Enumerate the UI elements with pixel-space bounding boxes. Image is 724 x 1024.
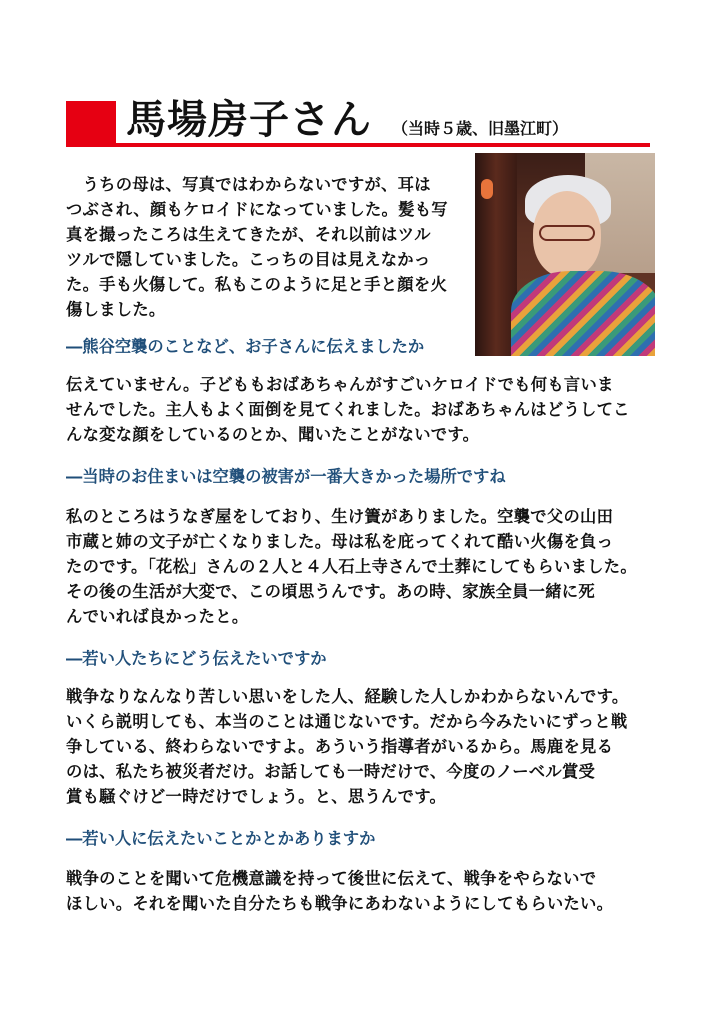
page-subtitle: （当時５歳、旧墨江町） [392,119,569,138]
text-line: 傷しました。 [66,300,166,319]
text-line: せんでした。主人もよく面倒を見てくれました。おばあちゃんはどうしてこ [66,400,630,419]
text-line: 伝えていません。子どももおばあちゃんがすごいケロイドでも何も言いま [66,375,614,394]
text-line: 市蔵と姉の文子が亡くなりました。母は私を庇ってくれて酷い火傷を負っ [66,532,614,551]
portrait-photo [475,153,655,356]
text-line: んな変な顔をしているのとか、聞いたことがないです。 [66,425,480,444]
question-heading: ―熊谷空襲のことなど、お子さんに伝えましたか [66,337,425,356]
title-underline [66,143,650,147]
text-line: 私のところはうなぎ屋をしており、生け簀がありました。空襲で父の山田 [66,507,614,526]
text-line: つぶされ、顔もケロイドになっていました。髪も写 [66,200,448,219]
answer-paragraph [66,866,676,916]
text-line: た。手も火傷して。私もこのように足と手と顔を火 [66,275,448,294]
text-line: その後の生活が大変で、この頃思うんです。あの時、家族全員一緒に死 [66,582,595,601]
title-accent-block [66,101,116,144]
intro-paragraph [66,172,466,322]
answer-paragraph [66,684,676,809]
question-heading: ―当時のお住まいは空襲の被害が一番大きかった場所ですね [66,467,506,486]
text-line: 争している、終わらないですよ。あういう指導者がいるから。馬鹿を見る [66,737,614,756]
text-line: んでいれば良かったと。 [66,607,249,626]
text-line: 戦争のことを聞いて危機意識を持って後世に伝えて、戦争をやらないで [66,869,597,888]
question-heading: ―若い人たちにどう伝えたいですか [66,649,327,668]
answer-paragraph [66,504,676,629]
answer-paragraph [66,372,676,447]
text-line: たのです。「花松」さんの２人と４人石上寺さんで土葬にしてもらいました。 [66,557,637,576]
page-title: 馬場房子さん [126,97,372,143]
text-line: ほしい。それを聞いた自分たちも戦争にあわないようにしてもらいたい。 [66,894,614,913]
text-line: 戦争なりなんなり苦しい思いをした人、経験した人しかわからないんです。 [66,687,629,706]
text-line: ツルで隠していました。こっちの目は見えなかっ [66,250,431,269]
text-line: うちの母は、写真ではわからないですが、耳は [66,175,431,194]
text-line: のは、私たち被災者だけ。お話しても一時だけで、今度のノーベル賞受 [66,762,596,781]
text-line: いくら説明しても、本当のことは通じないです。だから今みたいにずっと戦 [66,712,628,731]
question-heading: ―若い人に伝えたいことかとかありますか [66,829,376,848]
text-line: 真を撮ったころは生えてきたが、それ以前はツル [66,225,431,244]
text-line: 賞も騒ぐけど一時だけでしょう。と、思うんです。 [66,787,447,806]
